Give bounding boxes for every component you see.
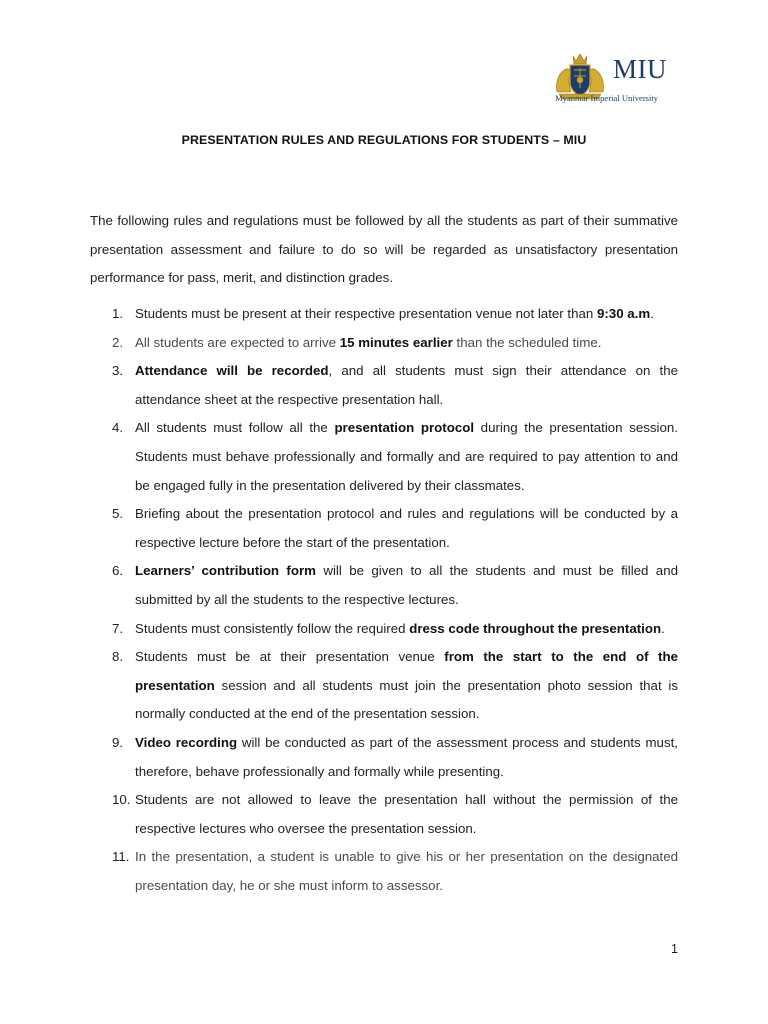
rule-emphasis: 15 minutes earlier (339, 334, 453, 350)
rule-emphasis: from the start to the end of the presentation (135, 649, 679, 693)
rule-text: session and all students must join the presentation photo session that is normally conducted at the end of the presentation session. (135, 677, 678, 722)
intro-paragraph: The following rules and regulations must be followed by all the students as part of their summative presentation assessment and failure to do so will be regarded as unsatisfactory presentation performance for pass, merit, and distinction grades. (90, 213, 678, 286)
logo-wordmark: MIU (613, 54, 667, 84)
rule-number: 1. (112, 306, 124, 321)
rule-number: 2. (112, 334, 124, 350)
rule-item-2 (90, 329, 678, 358)
rule-number: 4. (112, 420, 124, 436)
document-title: PRESENTATION RULES AND REGULATIONS FOR STUDENTS – MIU (181, 133, 587, 147)
rule-emphasis: presentation protocol (334, 420, 475, 436)
rule-item-10 (90, 786, 678, 843)
rule-number: 5. (112, 506, 124, 522)
rule-item-5 (90, 500, 678, 557)
rule-number: 6. (112, 563, 124, 579)
rule-item-3 (90, 357, 678, 414)
rule-text: Students must be present at their respective presentation venue not later than (135, 306, 597, 321)
rule-text: Briefing about the presentation protocol and rules and regulations will be conducted by a respective lecture before the start of the presentation. (135, 506, 678, 550)
rule-item-8 (90, 643, 678, 729)
rule-emphasis: dress code throughout the presentation (409, 620, 662, 636)
university-logo (553, 50, 678, 106)
rule-text: Students must be at their presentation venue (135, 649, 445, 665)
rule-item-6 (90, 557, 678, 614)
rules-list (90, 300, 678, 900)
rule-emphasis: 9:30 a.m (596, 306, 651, 321)
rule-text: than the scheduled time. (452, 334, 602, 350)
rule-number: 3. (112, 363, 124, 379)
rule-text: during the presentation session. Students must behave professionally and formally and are required to pay attention to and be engaged fully in the presentation delivered by their classmates. (135, 420, 678, 493)
rule-text: will be given to all the students and must be filled and submitted by all the students to the respective lectures. (135, 563, 678, 607)
rule-emphasis: Attendance will be recorded (135, 363, 329, 379)
rule-text: . (661, 620, 665, 636)
rule-number: 11. (112, 849, 130, 865)
rule-text: All students must follow all the (135, 420, 335, 436)
rule-number: 10. (112, 792, 131, 808)
rule-text: Students must consistently follow the required (135, 620, 410, 636)
rule-item-11 (90, 843, 678, 900)
page-number: 1 (671, 942, 678, 956)
rule-number: 8. (112, 649, 124, 665)
rule-text: Students are not allowed to leave the presentation hall without the permission of the respective lectures who oversee the presentation session. (135, 792, 678, 836)
rule-text: . (650, 306, 654, 321)
rule-item-4 (90, 414, 678, 500)
rule-item-7 (90, 615, 678, 644)
logo-subtitle: Myanmar Imperial University (555, 93, 659, 103)
rule-item-1 (90, 300, 678, 329)
rule-text: All students are expected to arrive (135, 334, 340, 350)
rule-item-9 (90, 729, 678, 786)
rule-text: In the presentation, a student is unable to give his or her presentation on the designated presentation day, he or she must inform to assessor. (135, 849, 678, 893)
rule-number: 9. (112, 734, 124, 750)
rule-text: , and all students must sign their attendance on the attendance sheet at the respective presentation hall. (135, 363, 678, 407)
rule-emphasis: Video recording (135, 734, 238, 750)
rule-number: 7. (112, 620, 124, 636)
rule-emphasis: Learners’ contribution form (135, 563, 316, 579)
rule-text: will be conducted as part of the assessment process and students must, therefore, behave professionally and formally while presenting. (135, 734, 678, 779)
